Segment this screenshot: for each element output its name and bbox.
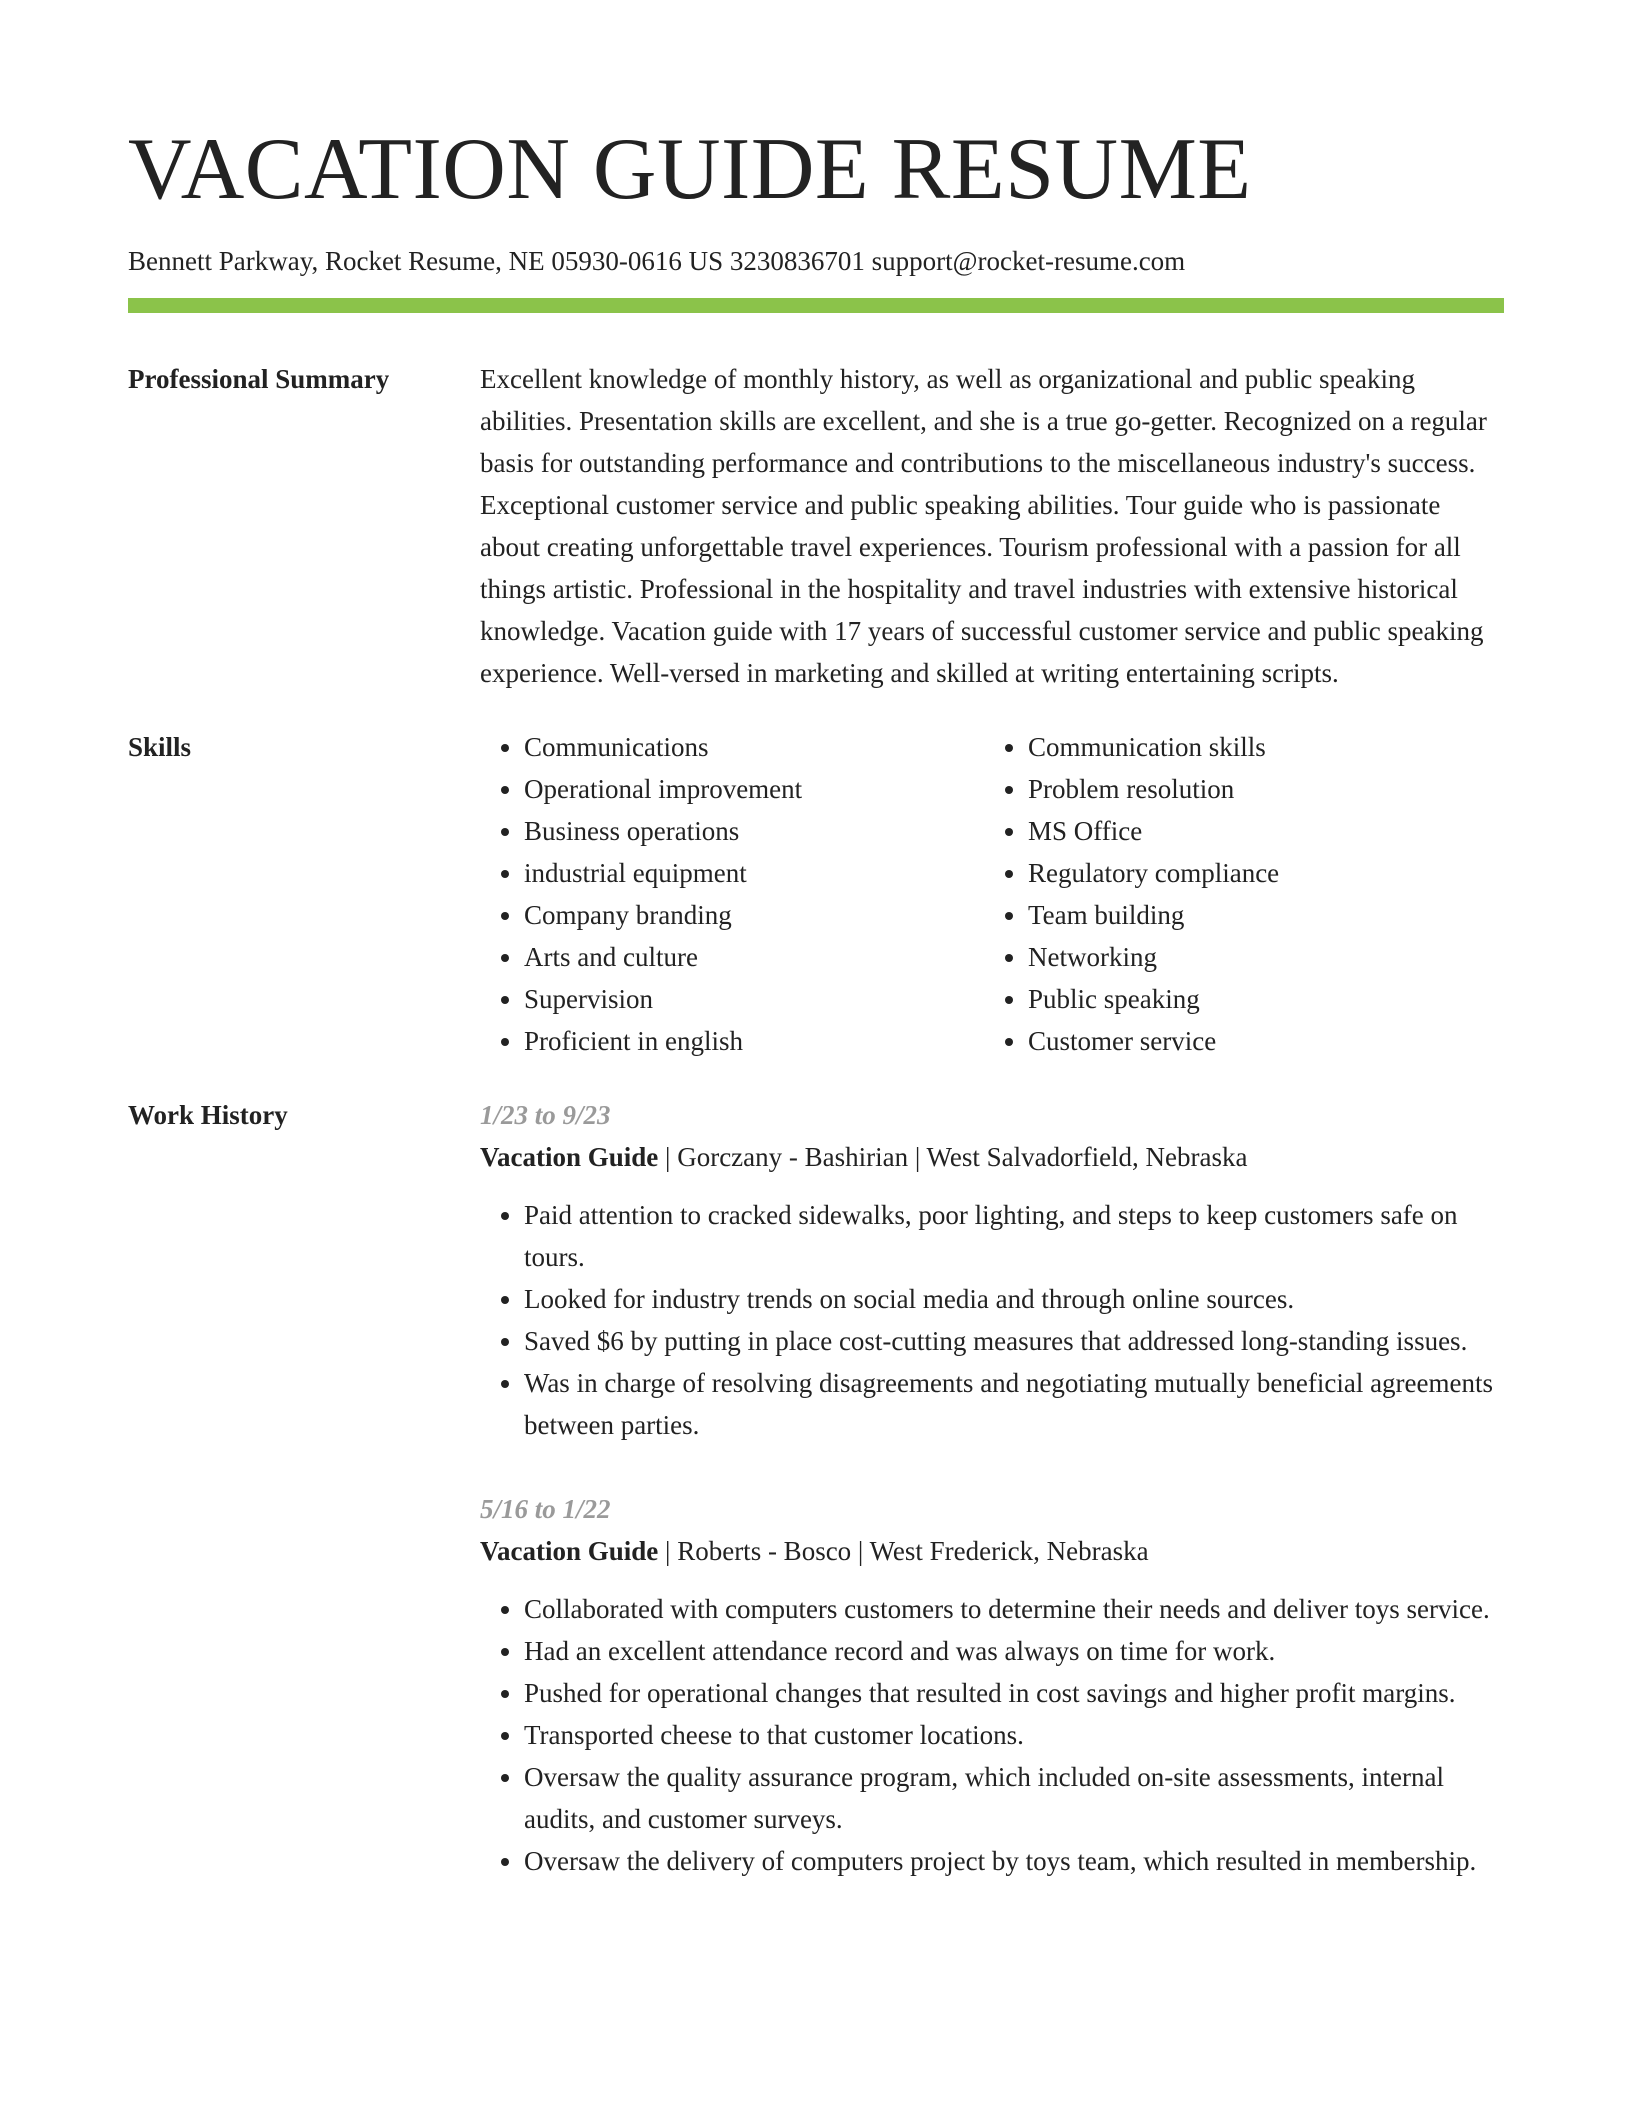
summary-label: Professional Summary — [128, 364, 390, 394]
page-title: VACATION GUIDE RESUME — [128, 121, 1252, 218]
skill-item: • Proficient in english — [524, 1020, 984, 1062]
skill-item: • Operational improvement — [524, 768, 984, 810]
job-bullet: • Looked for industry trends on social media and through online sources. — [524, 1278, 1504, 1320]
work-history-section — [128, 1062, 1504, 1882]
job-bullet: • Paid attention to cracked sidewalks, poor lighting, and steps to keep customers safe on tours. — [524, 1194, 1504, 1278]
job-header — [480, 1530, 1504, 1572]
job-title: Vacation Guide — [480, 1536, 659, 1566]
contact-line: Bennett Parkway, Rocket Resume, NE 05930-0616 US 3230836701 support@rocket-resume.com — [128, 246, 1186, 276]
skill-item: • Regulatory compliance — [1028, 852, 1488, 894]
work-history-label: Work History — [128, 1100, 288, 1130]
job-bullet: • Pushed for operational changes that resulted in cost savings and higher profit margins. — [524, 1672, 1504, 1714]
skills-section — [128, 694, 1504, 1062]
header-divider — [128, 298, 1504, 313]
job-bullet: • Saved $6 by putting in place cost-cutting measures that addressed long-standing issues. — [524, 1320, 1504, 1362]
job-details: | Roberts - Bosco | West Frederick, Nebraska — [658, 1536, 1149, 1566]
skill-item: • Team building — [1028, 894, 1488, 936]
job-bullet: • Transported cheese to that customer locations. — [524, 1714, 1504, 1756]
skill-item: • Communications — [524, 726, 984, 768]
skill-item: • industrial equipment — [524, 852, 984, 894]
job-entry — [480, 1094, 1504, 1446]
skill-item: • Problem resolution — [1028, 768, 1488, 810]
skills-list-left — [480, 726, 984, 1062]
job-bullet: • Oversaw the quality assurance program, which included on-site assessments, internal audits, and customer surveys. — [524, 1756, 1504, 1840]
summary-section — [128, 313, 1504, 694]
job-bullets — [480, 1588, 1504, 1882]
skill-item: • Customer service — [1028, 1020, 1488, 1062]
skill-item: • Company branding — [524, 894, 984, 936]
job-bullets — [480, 1194, 1504, 1446]
job-bullet: • Was in charge of resolving disagreements and negotiating mutually beneficial agreements between parties. — [524, 1362, 1504, 1446]
skill-item: • Communication skills — [1028, 726, 1488, 768]
skill-item: • Public speaking — [1028, 978, 1488, 1020]
job-details: | Gorczany - Bashirian | West Salvadorfield, Nebraska — [658, 1142, 1248, 1172]
skill-item: • Networking — [1028, 936, 1488, 978]
skill-item: • Business operations — [524, 810, 984, 852]
skills-list-right — [984, 726, 1488, 1062]
skill-item: • Supervision — [524, 978, 984, 1020]
job-entry — [480, 1488, 1504, 1882]
summary-text: Excellent knowledge of monthly history, as well as organizational and public speaking abilities. Presentation skills are excellent, and she is a true go-getter. Recognized on a regular basis for outstanding performance and contributions to the miscellaneous industry's success. Exceptional customer service and public speaking abilities. Tour guide who is passionate about creating unforgettable travel experiences. Tourism professional with a passion for all things artistic. Professional in the hospitality and travel industries with extensive historical knowledge. Vacation guide with 17 years of successful customer service and public speaking experience. Well-versed in marketing and skilled at writing entertaining scripts. — [480, 364, 1487, 688]
resume-page — [128, 0, 1504, 1882]
job-dates: 5/16 to 1/22 — [480, 1494, 611, 1524]
job-bullet: • Collaborated with computers customers to determine their needs and deliver toys service. — [524, 1588, 1504, 1630]
skill-item: • Arts and culture — [524, 936, 984, 978]
job-header — [480, 1136, 1504, 1178]
job-bullet: • Oversaw the delivery of computers project by toys team, which resulted in membership. — [524, 1840, 1504, 1882]
job-bullet: • Had an excellent attendance record and was always on time for work. — [524, 1630, 1504, 1672]
job-title: Vacation Guide — [480, 1142, 659, 1172]
skill-item: • MS Office — [1028, 810, 1488, 852]
skills-label: Skills — [128, 732, 192, 762]
job-dates: 1/23 to 9/23 — [480, 1100, 611, 1130]
